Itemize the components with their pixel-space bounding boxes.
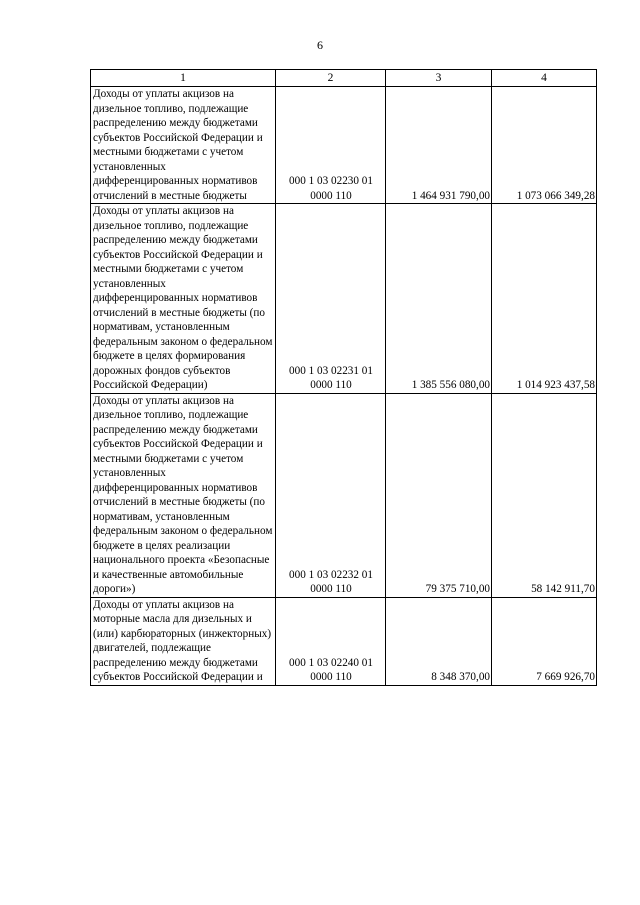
table-row: [91, 393, 597, 597]
budget-code-line1: 000 1 03 02232 01: [289, 568, 373, 581]
budget-revenue-table: [90, 69, 597, 686]
budget-code-cell: [276, 393, 386, 597]
table-row: [91, 204, 597, 394]
amount-col4-cell: 1 014 923 437,58: [492, 204, 597, 394]
table-row: [91, 87, 597, 204]
budget-code-line1: 000 1 03 02230 01: [289, 175, 373, 187]
revenue-name-cell: Доходы от уплаты акцизов на дизельное топливо, подлежащие распределению между бюджетами субъектов Российской Федерации и местными бюджетами с учетом установленных дифференцированных нормативов отчислений в местные бюджеты (по нормативам, установленным федеральным законом о федеральном бюджете в целях реализации национального проекта «Безопасные и качественные автомобильные дороги»): [91, 393, 276, 597]
budget-code-line2: 0000 110: [310, 379, 352, 391]
column-header-2: 2: [276, 70, 386, 87]
table-row: [91, 597, 597, 685]
budget-code-line1: 000 1 03 02231 01: [289, 364, 373, 377]
amount-col4-cell: 58 142 911,70: [492, 393, 597, 597]
revenue-name-cell: Доходы от уплаты акцизов на моторные масла для дизельных и (или) карбюраторных (инжекторных) двигателей, подлежащие распределению между бюджетами субъектов Российской Федерации и: [91, 597, 276, 685]
revenue-name-cell: Доходы от уплаты акцизов на дизельное топливо, подлежащие распределению между бюджетами субъектов Российской Федерации и местными бюджетами с учетом установленных дифференцированных нормативов отчислений в местные бюджеты: [91, 87, 276, 204]
budget-code-line1: 000 1 03 02240 01: [289, 656, 373, 669]
table-header-row: [91, 70, 597, 87]
amount-col4-cell: 7 669 926,70: [492, 597, 597, 685]
budget-code-line2: 0000 110: [310, 189, 352, 202]
column-header-3: 3: [386, 70, 492, 87]
amount-col4-cell: 1 073 066 349,28: [492, 87, 597, 204]
budget-code-line2: 0000 110: [310, 583, 352, 595]
amount-col3-cell: 1 464 931 790,00: [386, 87, 492, 204]
budget-code-line2: 0000 110: [310, 671, 352, 683]
amount-col3-cell: 79 375 710,00: [386, 393, 492, 597]
budget-code-cell: [276, 204, 386, 394]
budget-code-cell: [276, 87, 386, 204]
budget-code-cell: [276, 597, 386, 685]
amount-col3-cell: 8 348 370,00: [386, 597, 492, 685]
page-number: 6: [317, 38, 323, 52]
revenue-name-cell: Доходы от уплаты акцизов на дизельное топливо, подлежащие распределению между бюджетами субъектов Российской Федерации и местными бюджетами с учетом установленных дифференцированных нормативов отчислений в местные бюджеты (по нормативам, установленным федеральным законом о федеральном бюджете в целях формирования дорожных фондов субъектов Российской Федерации): [91, 204, 276, 394]
amount-col3-cell: 1 385 556 080,00: [386, 204, 492, 394]
column-header-1: 1: [91, 70, 276, 87]
column-header-4: 4: [492, 70, 597, 87]
